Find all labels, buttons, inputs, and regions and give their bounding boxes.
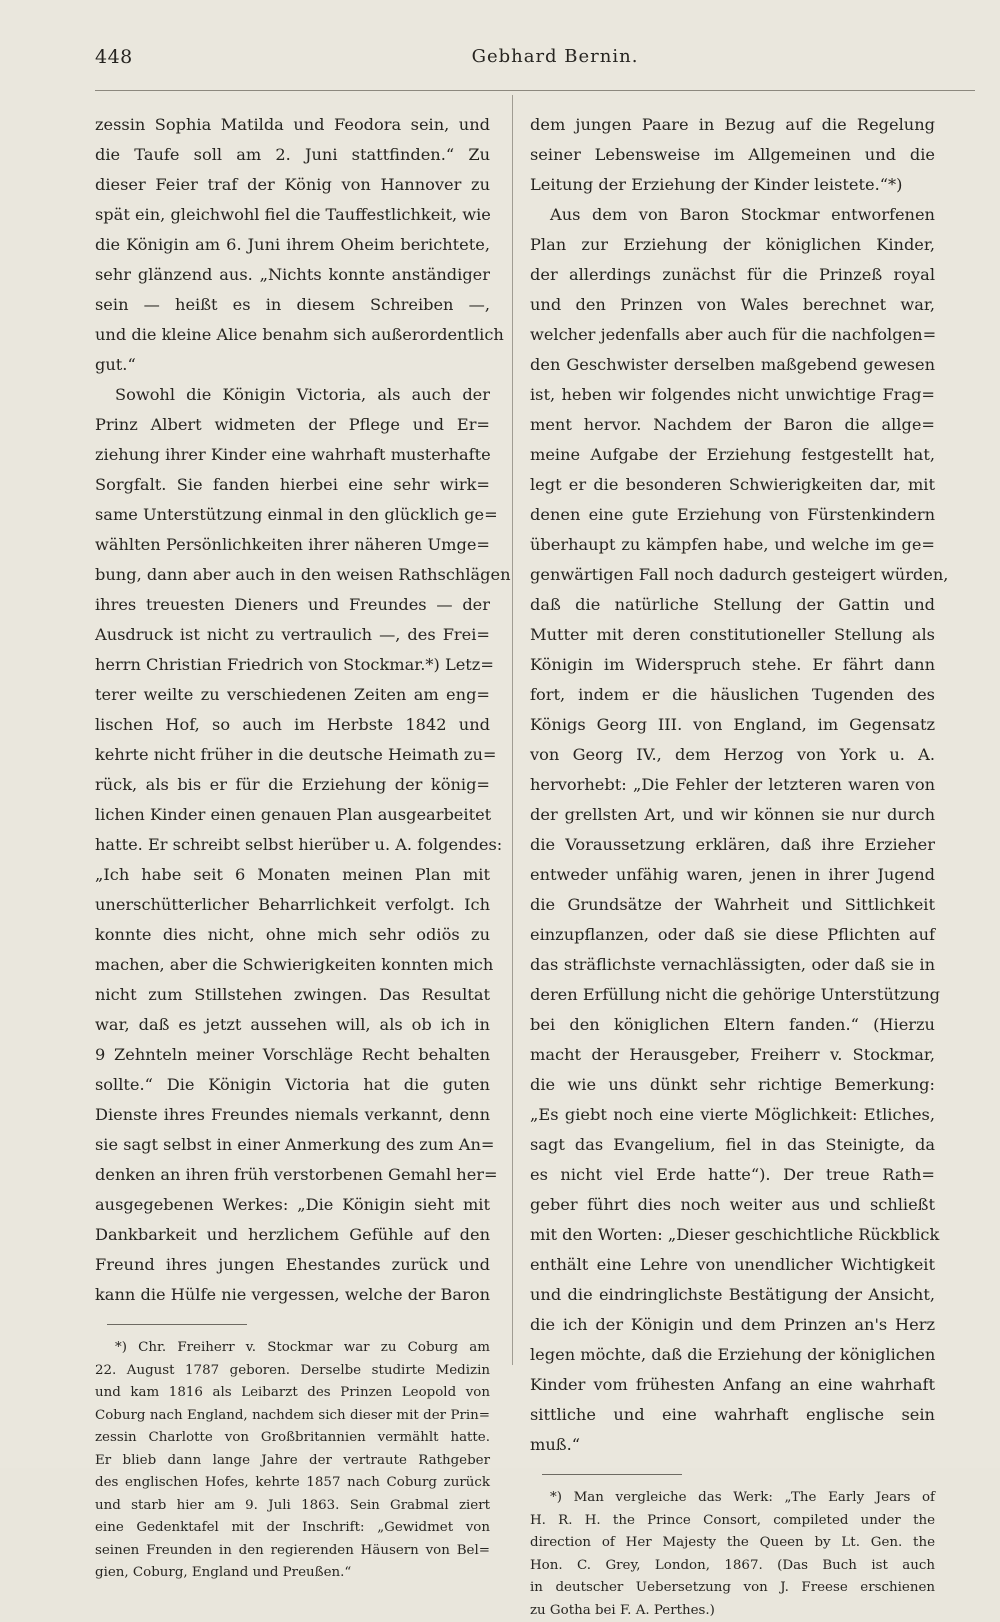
footnote-line: des englischen Hofes, kehrte 1857 nach Coburg zurück — [95, 1472, 490, 1495]
text-line: lischen Hof, so auch im Herbste 1842 und — [95, 710, 490, 740]
text-line: sie sagt selbst in einer Anmerkung des zum An= — [95, 1130, 490, 1160]
text-line: lichen Kinder einen genauen Plan ausgearbeitet — [95, 800, 490, 830]
text-line: muß.“ — [530, 1430, 935, 1460]
text-line: wählten Persönlichkeiten ihrer näheren Umge= — [95, 530, 490, 560]
text-line: und die kleine Alice benahm sich außerordentlich — [95, 320, 490, 350]
text-line: Aus dem von Baron Stockmar entworfenen — [530, 200, 935, 230]
text-line: sittliche und eine wahrhaft englische sein — [530, 1400, 935, 1430]
footnote-line: H. R. H. the Prince Consort, compileted under the — [530, 1510, 935, 1533]
text-line: Königs Georg III. von England, im Gegensatz — [530, 710, 935, 740]
left-body-text — [95, 110, 490, 1310]
text-line: 9 Zehnteln meiner Vorschläge Recht behalten — [95, 1040, 490, 1070]
text-line: die Grundsätze der Wahrheit und Sittlichkeit — [530, 890, 935, 920]
text-line: dem jungen Paare in Bezug auf die Regelung — [530, 110, 935, 140]
text-line: Plan zur Erziehung der königlichen Kinder, — [530, 230, 935, 260]
text-line: Prinz Albert widmeten der Pflege und Er= — [95, 410, 490, 440]
text-line: „Ich habe seit 6 Monaten meinen Plan mit — [95, 860, 490, 890]
text-line: Königin im Widerspruch stehe. Er fährt dann — [530, 650, 935, 680]
text-line: bei den königlichen Eltern fanden.“ (Hierzu — [530, 1010, 935, 1040]
text-line: die Königin am 6. Juni ihrem Oheim berichtete, — [95, 230, 490, 260]
footnote-line: *) Chr. Freiherr v. Stockmar war zu Coburg am — [95, 1337, 490, 1360]
footnote-line: zessin Charlotte von Großbritannien vermählt hatte. — [95, 1427, 490, 1450]
text-line: der allerdings zunächst für die Prinzeß royal — [530, 260, 935, 290]
text-line: ihres treuesten Dieners und Freundes — der — [95, 590, 490, 620]
footnote-line: und kam 1816 als Leibarzt des Prinzen Leopold von — [95, 1382, 490, 1405]
footnote-line: zu Gotha bei F. A. Perthes.) — [530, 1600, 935, 1622]
text-line: kehrte nicht früher in die deutsche Heimath zu= — [95, 740, 490, 770]
text-line: einzupflanzen, oder daß sie diese Pflichten auf — [530, 920, 935, 950]
text-line: hervorhebt: „Die Fehler der letzteren waren von — [530, 770, 935, 800]
footnote-line: in deutscher Uebersetzung von J. Freese erschienen — [530, 1577, 935, 1600]
text-line: der grellsten Art, und wir können sie nur durch — [530, 800, 935, 830]
footnote-line: 22. August 1787 geboren. Derselbe studirte Medizin — [95, 1360, 490, 1383]
text-line: legen möchte, daß die Erziehung der königlichen — [530, 1340, 935, 1370]
text-line: konnte dies nicht, ohne mich sehr odiös zu — [95, 920, 490, 950]
text-line: die Voraussetzung erklären, daß ihre Erzieher — [530, 830, 935, 860]
text-line: das sträflichste vernachlässigten, oder daß sie in — [530, 950, 935, 980]
text-line: „Es giebt noch eine vierte Möglichkeit: Etliches, — [530, 1100, 935, 1130]
text-line: Sorgfalt. Sie fanden hierbei eine sehr wirk= — [95, 470, 490, 500]
text-line: ziehung ihrer Kinder eine wahrhaft musterhafte — [95, 440, 490, 470]
text-line: ist, heben wir folgendes nicht unwichtige Frag= — [530, 380, 935, 410]
text-line: kann die Hülfe nie vergessen, welche der Baron — [95, 1280, 490, 1310]
footnote-line: eine Gedenktafel mit der Inschrift: „Gewidmet von — [95, 1517, 490, 1540]
left-footnote — [95, 1337, 490, 1585]
footnote-rule — [107, 1324, 247, 1325]
text-line: legt er die besonderen Schwierigkeiten dar, mit — [530, 470, 935, 500]
text-line: rück, als bis er für die Erziehung der könig= — [95, 770, 490, 800]
text-line: terer weilte zu verschiedenen Zeiten am eng= — [95, 680, 490, 710]
right-column — [530, 110, 935, 1622]
page-header — [95, 46, 975, 76]
footnote-line: gien, Coburg, England und Preußen.“ — [95, 1562, 490, 1585]
text-line: Leitung der Erziehung der Kinder leistete.“*) — [530, 170, 935, 200]
text-line: bung, dann aber auch in den weisen Rathschlägen — [95, 560, 490, 590]
page-number: 448 — [95, 46, 133, 68]
footnote-line: Hon. C. Grey, London, 1867. (Das Buch ist auch — [530, 1555, 935, 1578]
right-footnote — [530, 1487, 935, 1622]
text-line: von Georg IV., dem Herzog von York u. A. — [530, 740, 935, 770]
footnote-line: direction of Her Majesty the Queen by Lt. Gen. the — [530, 1532, 935, 1555]
text-line: sehr glänzend aus. „Nichts konnte anständiger — [95, 260, 490, 290]
running-head: Gebhard Bernin. — [445, 46, 665, 67]
text-line: Kinder vom frühesten Anfang an eine wahrhaft — [530, 1370, 935, 1400]
text-line: es nicht viel Erde hatte“). Der treue Rath= — [530, 1160, 935, 1190]
text-line: zessin Sophia Matilda und Feodora sein, und — [95, 110, 490, 140]
text-line: Sowohl die Königin Victoria, als auch der — [95, 380, 490, 410]
text-line: sagt das Evangelium, fiel in das Steinigte, da — [530, 1130, 935, 1160]
text-line: seiner Lebensweise im Allgemeinen und die — [530, 140, 935, 170]
text-line: dieser Feier traf der König von Hannover zu — [95, 170, 490, 200]
right-body-text — [530, 110, 935, 1460]
footnote-line: *) Man vergleiche das Werk: „The Early Jears of — [530, 1487, 935, 1510]
text-line: Ausdruck ist nicht zu vertraulich —, des Frei= — [95, 620, 490, 650]
text-line: sollte.“ Die Königin Victoria hat die guten — [95, 1070, 490, 1100]
text-line: deren Erfüllung nicht die gehörige Unterstützung — [530, 980, 935, 1010]
footnote-rule — [542, 1474, 682, 1475]
text-line: die wie uns dünkt sehr richtige Bemerkung: — [530, 1070, 935, 1100]
text-line: spät ein, gleichwohl fiel die Tauffestlichkeit, wie — [95, 200, 490, 230]
text-line: hatte. Er schreibt selbst hierüber u. A. folgendes: — [95, 830, 490, 860]
footnote-line: Er blieb dann lange Jahre der vertraute Rathgeber — [95, 1450, 490, 1473]
text-line: die ich der Königin und dem Prinzen an's Herz — [530, 1310, 935, 1340]
text-line: unerschütterlicher Beharrlichkeit verfolgt. Ich — [95, 890, 490, 920]
text-line: nicht zum Stillstehen zwingen. Das Resultat — [95, 980, 490, 1010]
text-line: denen eine gute Erziehung von Fürstenkindern — [530, 500, 935, 530]
text-line: fort, indem er die häuslichen Tugenden des — [530, 680, 935, 710]
text-line: entweder unfähig waren, jenen in ihrer Jugend — [530, 860, 935, 890]
column-divider — [512, 95, 513, 1365]
text-line: Dankbarkeit und herzlichem Gefühle auf den — [95, 1220, 490, 1250]
text-line: gut.“ — [95, 350, 490, 380]
text-line: ausgegebenen Werkes: „Die Königin sieht mit — [95, 1190, 490, 1220]
text-line: herrn Christian Friedrich von Stockmar.*) Letz= — [95, 650, 490, 680]
text-line: mit den Worten: „Dieser geschichtliche Rückblick — [530, 1220, 935, 1250]
text-line: überhaupt zu kämpfen habe, und welche im ge= — [530, 530, 935, 560]
text-line: meine Aufgabe der Erziehung festgestellt hat, — [530, 440, 935, 470]
header-rule — [95, 90, 975, 91]
text-line: denken an ihren früh verstorbenen Gemahl her= — [95, 1160, 490, 1190]
text-line: war, daß es jetzt aussehen will, als ob ich in — [95, 1010, 490, 1040]
text-line: welcher jedenfalls aber auch für die nachfolgen= — [530, 320, 935, 350]
footnote-line: Coburg nach England, nachdem sich dieser mit der Prin= — [95, 1405, 490, 1428]
text-line: Dienste ihres Freundes niemals verkannt, denn — [95, 1100, 490, 1130]
text-line: daß die natürliche Stellung der Gattin und — [530, 590, 935, 620]
text-line: same Unterstützung einmal in den glücklich ge= — [95, 500, 490, 530]
text-line: genwärtigen Fall noch dadurch gesteigert würden, — [530, 560, 935, 590]
text-line: sein — heißt es in diesem Schreiben —, — [95, 290, 490, 320]
footnote-line: und starb hier am 9. Juli 1863. Sein Grabmal ziert — [95, 1495, 490, 1518]
text-line: die Taufe soll am 2. Juni stattfinden.“ Zu — [95, 140, 490, 170]
text-line: Freund ihres jungen Ehestandes zurück und — [95, 1250, 490, 1280]
text-line: geber führt dies noch weiter aus und schließt — [530, 1190, 935, 1220]
text-line: und die eindringlichste Bestätigung der Ansicht, — [530, 1280, 935, 1310]
text-line: Mutter mit deren constitutioneller Stellung als — [530, 620, 935, 650]
left-column — [95, 110, 490, 1585]
text-line: den Geschwister derselben maßgebend gewesen — [530, 350, 935, 380]
text-line: ment hervor. Nachdem der Baron die allge= — [530, 410, 935, 440]
text-line: macht der Herausgeber, Freiherr v. Stockmar, — [530, 1040, 935, 1070]
text-line: machen, aber die Schwierigkeiten konnten mich — [95, 950, 490, 980]
footnote-line: seinen Freunden in den regierenden Häusern von Bel= — [95, 1540, 490, 1563]
text-line: enthält eine Lehre von unendlicher Wichtigkeit — [530, 1250, 935, 1280]
text-line: und den Prinzen von Wales berechnet war, — [530, 290, 935, 320]
